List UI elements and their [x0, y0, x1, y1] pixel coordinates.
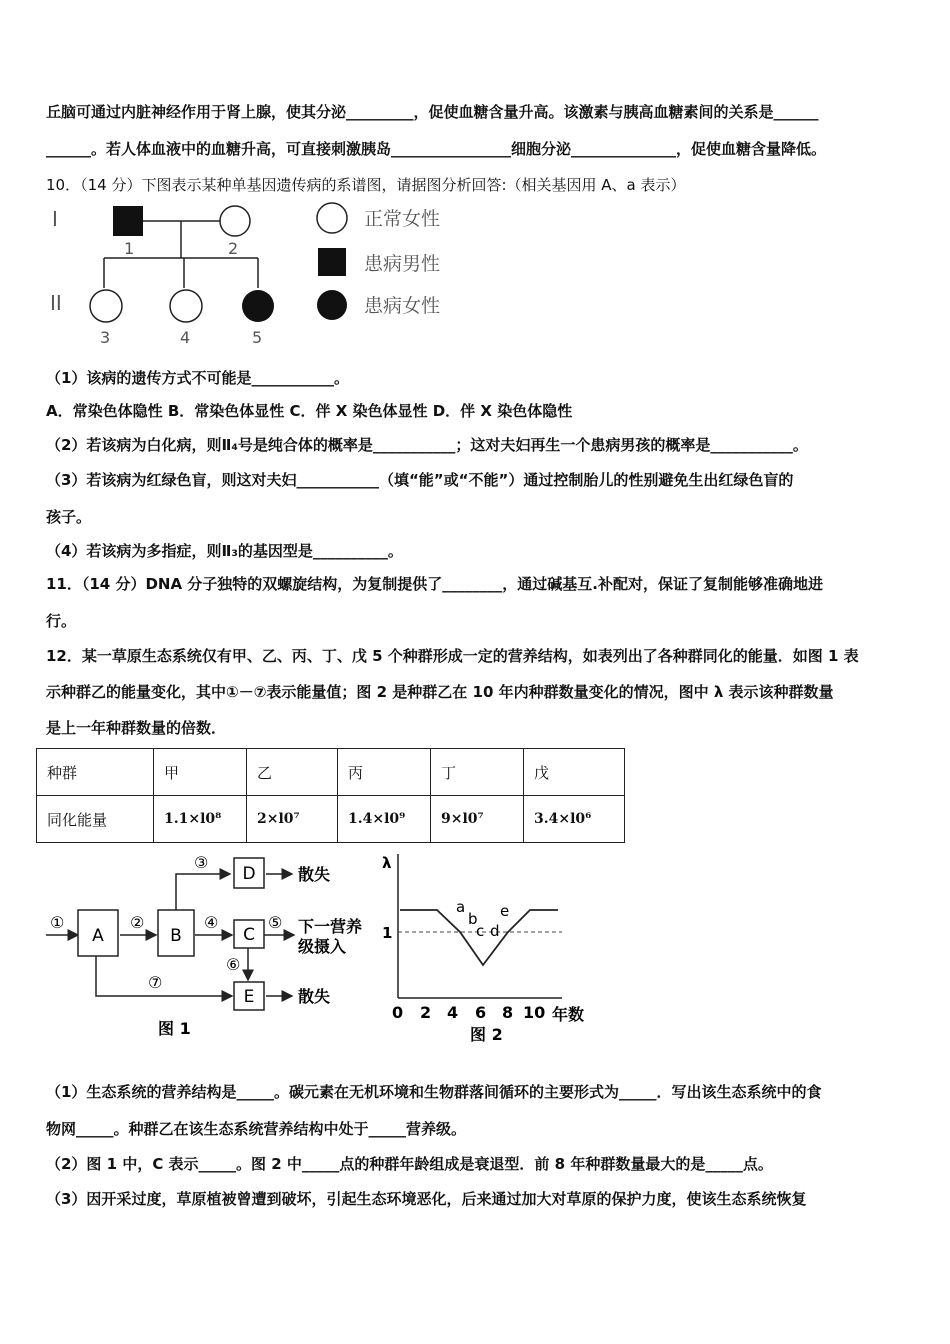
- x-tick-8: 8: [502, 1003, 514, 1022]
- energy-3: ③: [194, 853, 209, 872]
- individual-I1-affected-male: [113, 206, 143, 236]
- q12-part3: （3）因开采过度，草原植被曾遭到破坏，引起生态环境恶化，后来通过加大对草原的保护力度，使该生态系统恢复: [46, 1190, 807, 1208]
- label-B: B: [170, 926, 182, 946]
- figure-1-energy-flow: [40, 848, 370, 1048]
- q12-part1b: 物网_____。种群乙在该生态系统营养结构中处于_____营养级。: [46, 1120, 467, 1138]
- energy-6: ⑥: [226, 955, 241, 974]
- table-cell: 同化能量: [37, 796, 154, 843]
- gen-2-label: II: [50, 291, 62, 315]
- question-11b: 行。: [46, 612, 77, 630]
- point-c: c: [476, 922, 485, 940]
- table-cell: 1.1×l0⁸: [154, 796, 247, 843]
- question-12c: 是上一年种群数量的倍数．: [46, 719, 227, 737]
- x-axis-label: 年数: [552, 1005, 585, 1024]
- table-cell: 丙: [338, 749, 431, 796]
- q12-part2: （2）图 1 中，C 表示_____。图 2 中_____点的种群年龄组成是衰退型．前 8 年种群数量最大的是_____点。: [46, 1155, 773, 1173]
- label-D: D: [242, 864, 256, 884]
- q12-part1a: （1）生态系统的营养结构是_____。碳元素在无机环境和生物群落间循环的主要形式为_____．写出该生态系统中的食: [46, 1083, 822, 1101]
- table-cell: 丁: [431, 749, 524, 796]
- lost-label-1: 散失: [298, 865, 331, 884]
- point-a: a: [456, 898, 466, 916]
- individual-II5-affected-female: [242, 290, 274, 322]
- legend-affected-female-icon: [317, 290, 347, 320]
- table-cell: 甲: [154, 749, 247, 796]
- x-tick-10: 10: [523, 1003, 546, 1022]
- point-b: b: [468, 910, 478, 928]
- text-line-2: ______。若人体血液中的血糖升高，可直接刺激胰岛________________细胞分泌______________，促使血糖含量降低。: [46, 140, 827, 158]
- figure-2-lambda-chart: [372, 846, 612, 1052]
- question-12a: 12．某一草原生态系统仅有甲、乙、丙、丁、戊 5 个种群形成一定的营养结构，如表列出了各种群同化的能量．如图 1 表: [46, 647, 859, 665]
- energy-5: ⑤: [268, 913, 283, 932]
- energy-4: ④: [204, 913, 219, 932]
- next-level-label-1: 下一营养: [298, 917, 363, 936]
- label-A: A: [92, 926, 104, 946]
- q10-part4: （4）若该病为多指症，则Ⅱ₃的基因型是__________。: [46, 542, 403, 560]
- table-row: [37, 796, 625, 843]
- q10-part3b: 孩子。: [46, 508, 92, 526]
- ped-num-4: 4: [180, 328, 191, 347]
- table-cell: 2×l0⁷: [247, 796, 338, 843]
- energy-2: ②: [130, 913, 145, 932]
- gen-1-label: I: [52, 207, 58, 231]
- table-cell: 3.4×l0⁶: [524, 796, 625, 843]
- figure-1-caption: 图 1: [158, 1019, 191, 1038]
- q10-part1: （1）该病的遗传方式不可能是___________。: [46, 369, 349, 387]
- y-axis-label: λ: [382, 854, 392, 872]
- question-11a: 11．（14 分）DNA 分子独特的双螺旋结构，为复制提供了________，通过碱基互.补配对，保证了复制能够准确地进: [46, 575, 824, 593]
- ped-num-3: 3: [100, 328, 111, 347]
- label-C: C: [243, 925, 255, 945]
- individual-II4-normal-female: [170, 290, 202, 322]
- energy-1: ①: [50, 913, 65, 932]
- table-cell: 戊: [524, 749, 625, 796]
- question-12b: 示种群乙的能量变化，其中①－⑦表示能量值；图 2 是种群乙在 10 年内种群数量变化的情况，图中 λ 表示该种群数量: [46, 683, 834, 701]
- table-cell: 种群: [37, 749, 154, 796]
- q10-options: A．常染色体隐性 B．常染色体显性 C．伴 X 染色体显性 D．伴 X 染色体隐性: [46, 402, 573, 420]
- x-tick-0: 0: [392, 1003, 404, 1022]
- energy-7: ⑦: [148, 973, 163, 992]
- legend-affected-female: 患病女性: [364, 295, 441, 317]
- legend-normal-female: 正常女性: [364, 208, 441, 230]
- next-level-label-2: 级摄入: [298, 937, 347, 956]
- ped-num-5: 5: [252, 328, 263, 347]
- individual-II3-normal-female: [90, 290, 122, 322]
- point-e: e: [500, 902, 510, 920]
- table-row: [37, 749, 625, 796]
- table-cell: 1.4×l0⁹: [338, 796, 431, 843]
- legend-affected-male-icon: [318, 248, 346, 276]
- question-10: 10．（14 分）下图表示某种单基因遗传病的系谱图，请据图分析回答:（相关基因用 A、a 表示）: [46, 176, 686, 194]
- table-cell: 9×l0⁷: [431, 796, 524, 843]
- q10-part3a: （3）若该病为红绿色盲，则这对夫妇___________（填“能”或“不能”）通过控制胎儿的性别避免生出红绿色盲的: [46, 471, 794, 489]
- legend-affected-male: 患病男性: [364, 253, 441, 275]
- legend-normal-female-icon: [317, 203, 347, 233]
- x-tick-4: 4: [447, 1003, 459, 1022]
- lost-label-2: 散失: [298, 987, 331, 1006]
- x-tick-2: 2: [420, 1003, 432, 1022]
- text-line-1: 丘脑可通过内脏神经作用于肾上腺，使其分泌_________，促使血糖含量升高。该激素与胰高血糖素间的关系是______: [46, 103, 819, 121]
- lambda-one-label: 1: [382, 924, 393, 942]
- population-energy-table: [36, 748, 625, 843]
- x-tick-6: 6: [475, 1003, 487, 1022]
- figure-2-caption: 图 2: [470, 1025, 503, 1044]
- point-d: d: [490, 922, 500, 940]
- ped-num-1: 1: [124, 239, 135, 258]
- ped-num-2: 2: [228, 239, 239, 258]
- q10-part2: （2）若该病为白化病，则Ⅱ₄号是纯合体的概率是___________；这对夫妇再生一个患病男孩的概率是___________。: [46, 436, 808, 454]
- pedigree-chart: [40, 198, 470, 350]
- label-E: E: [243, 987, 255, 1007]
- individual-I2-normal-female: [220, 206, 250, 236]
- table-cell: 乙: [247, 749, 338, 796]
